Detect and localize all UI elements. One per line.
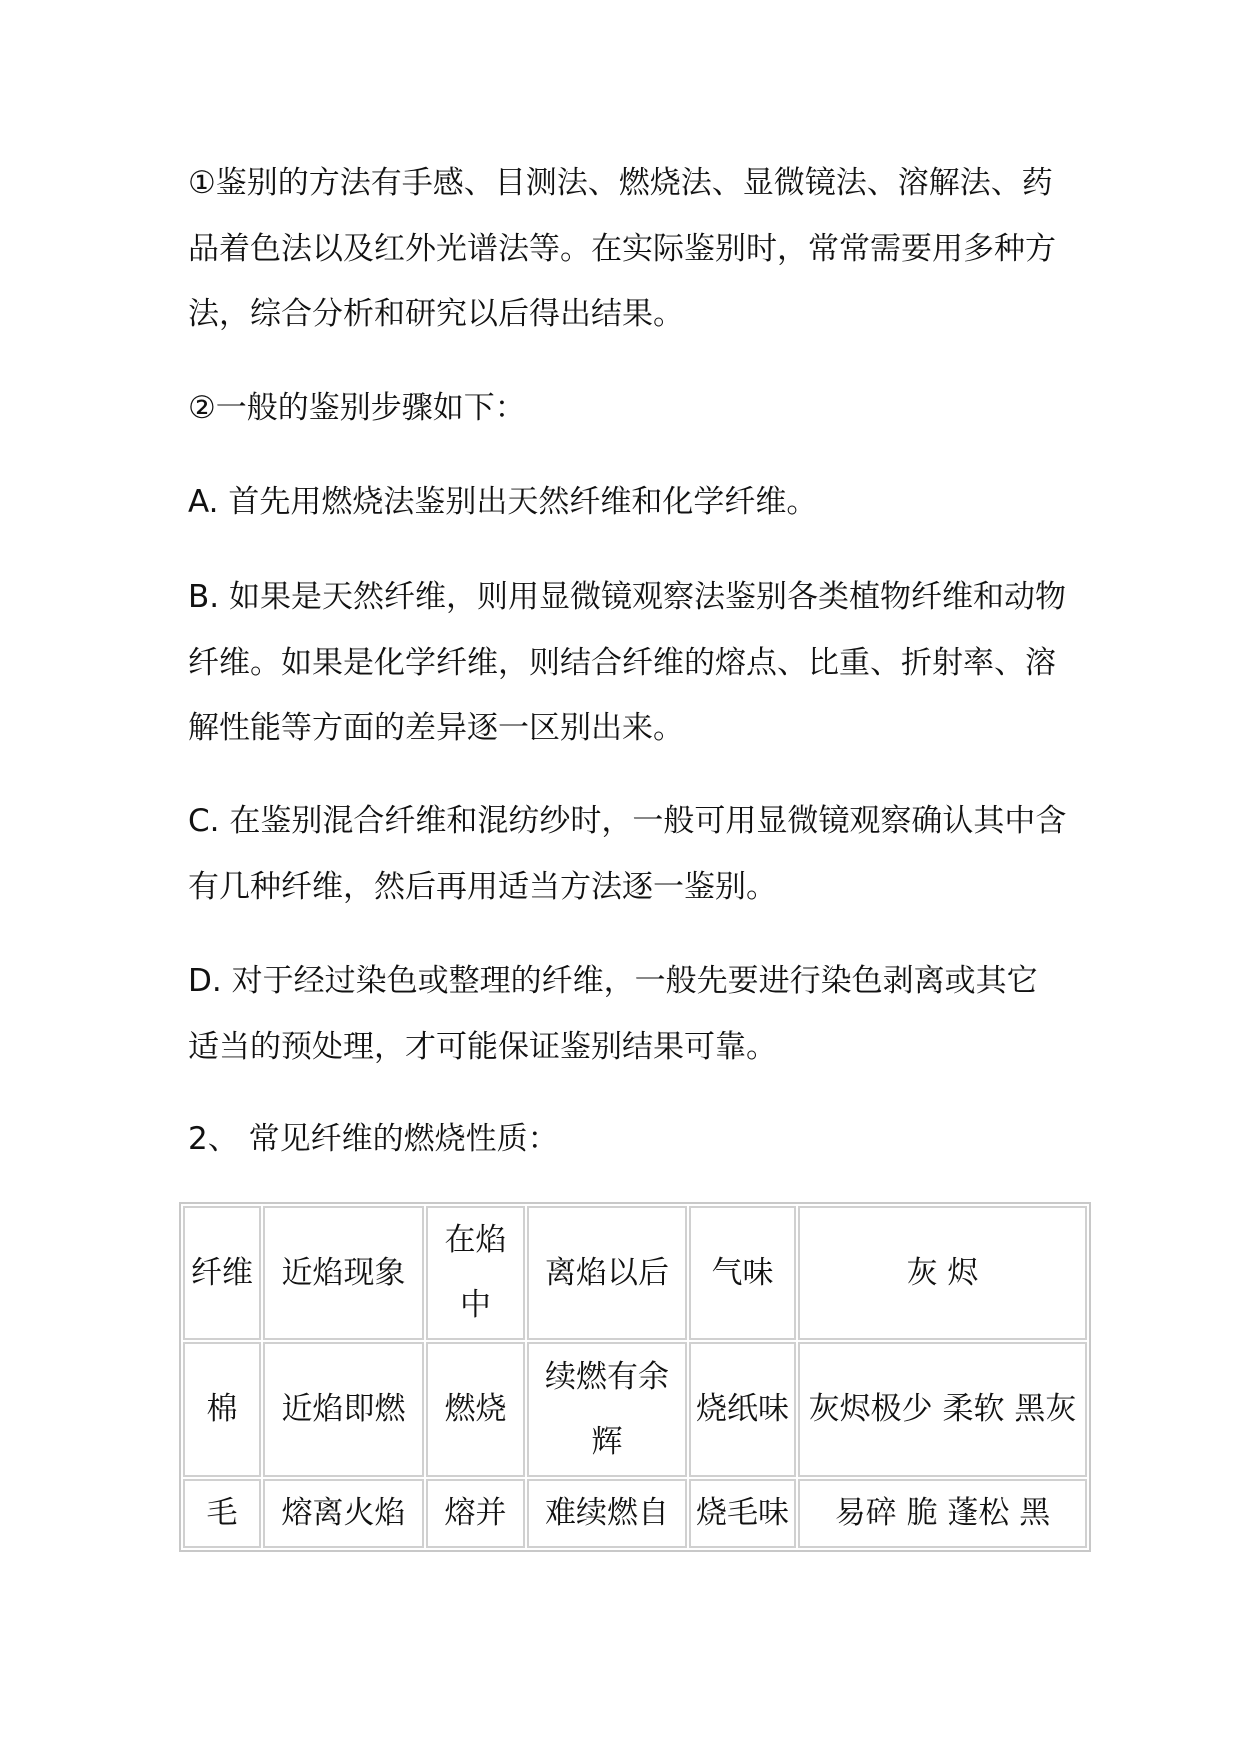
paragraph-step-d: D. 对于经过染色或整理的纤维，一般先要进行染色剥离或其它适当的预处理，才可能保证鉴别结果可靠。 <box>188 963 1038 1065</box>
paragraph-methods: ①鉴别的方法有手感、目测法、燃烧法、显微镜法、溶解法、药品着色法以及红外光谱法等。在实际鉴别时，常常需要用多种方法，综合分析和研究以后得出结果。 <box>188 165 1056 332</box>
table-cell: 续燃有余辉 <box>527 1342 687 1477</box>
header-cell: 近焰现象 <box>263 1206 424 1340</box>
table-cell: 难续燃自 <box>527 1479 687 1548</box>
section-heading-burning: 2、 常见纤维的燃烧性质： <box>188 1121 559 1157</box>
table-cell: 燃烧 <box>426 1342 525 1477</box>
table-cell: 毛 <box>183 1479 261 1548</box>
header-cell: 气味 <box>689 1206 796 1340</box>
header-cell: 纤维 <box>183 1206 261 1340</box>
header-cell: 在焰中 <box>426 1206 525 1340</box>
paragraph-steps-intro: ②一般的鉴别步骤如下： <box>188 390 526 426</box>
table-cell: 灰烬极少 柔软 黑灰 <box>798 1342 1087 1477</box>
table-cell: 烧纸味 <box>689 1342 796 1477</box>
table-cell: 易碎 脆 蓬松 黑 <box>798 1479 1087 1548</box>
table-header-row <box>183 1206 1087 1340</box>
table-cell: 熔并 <box>426 1479 525 1548</box>
table-row <box>183 1479 1087 1548</box>
paragraph-step-a: A. 首先用燃烧法鉴别出天然纤维和化学纤维。 <box>188 484 818 520</box>
header-cell: 灰 烬 <box>798 1206 1087 1340</box>
paragraph-step-b: B. 如果是天然纤维，则用显微镜观察法鉴别各类植物纤维和动物纤维。如果是化学纤维，则结合纤维的熔点、比重、折射率、溶解性能等方面的差异逐一区别出来。 <box>188 579 1066 746</box>
header-cell: 离焰以后 <box>527 1206 687 1340</box>
table-row <box>183 1342 1087 1477</box>
table-cell: 近焰即燃 <box>263 1342 424 1477</box>
paragraph-step-c: C. 在鉴别混合纤维和混纺纱时，一般可用显微镜观察确认其中含有几种纤维，然后再用适当方法逐一鉴别。 <box>188 803 1067 905</box>
table-cell: 棉 <box>183 1342 261 1477</box>
table-cell: 熔离火焰 <box>263 1479 424 1548</box>
fiber-burning-table <box>179 1202 1091 1552</box>
table-cell: 烧毛味 <box>689 1479 796 1548</box>
